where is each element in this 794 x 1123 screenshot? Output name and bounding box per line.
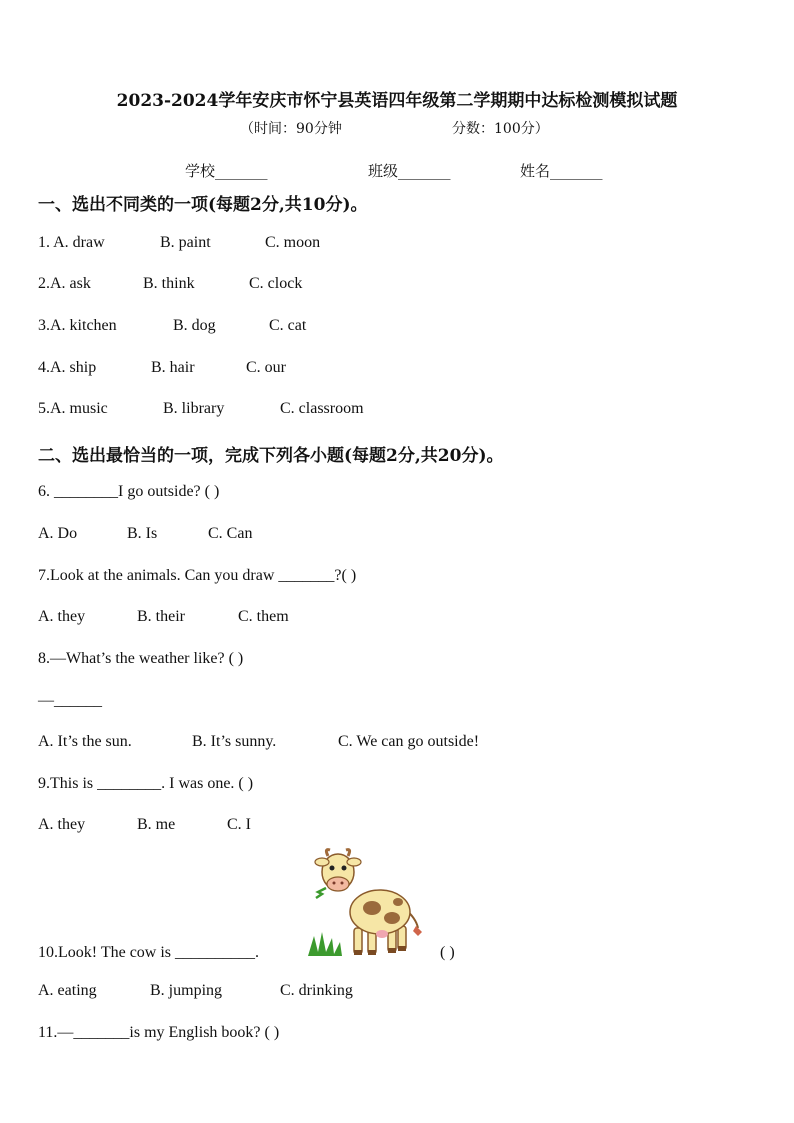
q6-stem: 6. ________I go outside? ( ) xyxy=(38,483,220,500)
q1-option-c: C. moon xyxy=(265,234,321,251)
q4-option-b: B. hair xyxy=(151,359,195,376)
cow-illustration xyxy=(300,848,430,960)
q3-option-a: 3.A. kitchen xyxy=(38,317,117,334)
q8-answer-line: —______ xyxy=(38,692,102,709)
page-title: 2023-2024学年安庆市怀宁县英语四年级第二学期期中达标检测模拟试题 xyxy=(116,91,678,111)
q8-option-b: B. It’s sunny. xyxy=(192,733,277,750)
q5-option-b: B. library xyxy=(163,400,225,417)
q9-stem: 9.This is ________. I was one. ( ) xyxy=(38,775,254,792)
q10-option-a: A. eating xyxy=(38,982,97,999)
q1-option-b: B. paint xyxy=(160,234,211,251)
q2-option-b: B. think xyxy=(143,275,195,292)
grass-icon xyxy=(308,932,342,956)
section-1-heading: 一、选出不同类的一项(每题2分,共10分)。 xyxy=(38,195,368,215)
q5-option-c: C. classroom xyxy=(280,400,364,417)
class-field: 班级_______ xyxy=(368,162,451,180)
q9-option-c: C. I xyxy=(227,816,251,833)
q6-option-b: B. Is xyxy=(127,525,158,542)
q3-option-b: B. dog xyxy=(173,317,216,334)
q6-option-a: A. Do xyxy=(38,525,78,542)
q8-option-c: C. We can go outside! xyxy=(338,733,480,750)
exam-time: （时间：90分钟 xyxy=(240,121,342,137)
q2-option-c: C. clock xyxy=(249,275,303,292)
q8-stem: 8.—What’s the weather like? ( ) xyxy=(38,650,244,667)
name-field: 姓名_______ xyxy=(520,162,603,180)
q7-option-a: A. they xyxy=(38,608,86,625)
q4-option-c: C. our xyxy=(246,359,286,376)
q9-option-b: B. me xyxy=(137,816,176,833)
q2-option-a: 2.A. ask xyxy=(38,275,91,292)
q6-option-c: C. Can xyxy=(208,525,253,542)
q7-option-b: B. their xyxy=(137,608,185,625)
school-field: 学校_______ xyxy=(185,162,268,180)
q4-option-a: 4.A. ship xyxy=(38,359,97,376)
exam-score: 分数：100分） xyxy=(452,121,549,137)
q5-option-a: 5.A. music xyxy=(38,400,108,417)
q1-option-a: 1. A. draw xyxy=(38,234,105,251)
q11-stem: 11.—_______is my English book? ( ) xyxy=(38,1024,280,1041)
q3-option-c: C. cat xyxy=(269,317,307,334)
q9-option-a: A. they xyxy=(38,816,86,833)
q7-option-c: C. them xyxy=(238,608,289,625)
q10-answer-paren: ( ) xyxy=(440,944,455,961)
section-2-heading: 二、选出最恰当的一项，完成下列各小题(每题2分,共20分)。 xyxy=(38,446,504,466)
q7-stem: 7.Look at the animals. Can you draw _______?( ) xyxy=(38,567,357,584)
q10-stem: 10.Look! The cow is __________. xyxy=(38,944,260,961)
q10-option-b: B. jumping xyxy=(150,982,223,999)
q8-option-a: A. It’s the sun. xyxy=(38,733,132,750)
q10-option-c: C. drinking xyxy=(280,982,353,999)
